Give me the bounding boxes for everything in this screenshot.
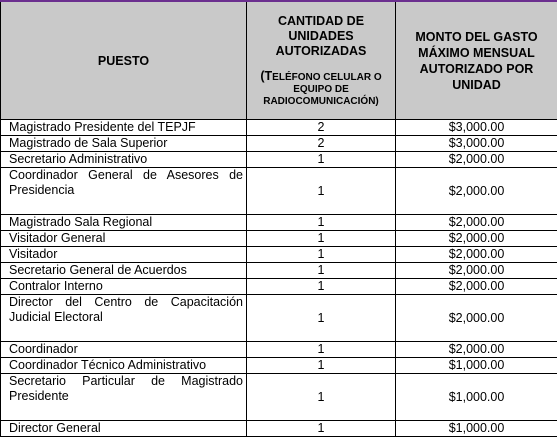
table-row	[1, 279, 557, 295]
cell-monto: $2,000.00	[396, 263, 557, 279]
cell-puesto: Contralor Interno	[1, 279, 247, 295]
cell-monto: $2,000.00	[396, 279, 557, 295]
cell-monto: $1,000.00	[396, 358, 557, 374]
cell-cantidad: 1	[247, 152, 396, 168]
cell-monto: $2,000.00	[396, 295, 557, 342]
cell-monto: $2,000.00	[396, 152, 557, 168]
table-row	[1, 120, 557, 136]
cell-monto: $2,000.00	[396, 215, 557, 231]
header-row	[1, 1, 557, 120]
cell-cantidad: 1	[247, 279, 396, 295]
cell-cantidad: 2	[247, 120, 396, 136]
cell-cantidad: 1	[247, 263, 396, 279]
header-cantidad-main: CANTIDAD DE UNIDADES AUTORIZADAS	[275, 13, 367, 58]
table-row	[1, 263, 557, 279]
header-monto: MONTO DEL GASTO MÁXIMO MENSUAL AUTORIZADO POR UNIDAD	[396, 1, 557, 120]
header-cantidad-sub-first: (T	[260, 68, 273, 83]
table-row	[1, 215, 557, 231]
cell-cantidad: 1	[247, 421, 396, 437]
cell-cantidad: 1	[247, 342, 396, 358]
cell-puesto: Secretario Particular de Magistrado Presidente	[1, 374, 247, 421]
cell-puesto: Visitador	[1, 247, 247, 263]
table-row	[1, 136, 557, 152]
cell-puesto: Secretario Administrativo	[1, 152, 247, 168]
header-cantidad-sub	[250, 70, 392, 108]
cell-cantidad: 1	[247, 168, 396, 215]
cell-monto: $3,000.00	[396, 120, 557, 136]
cell-monto: $3,000.00	[396, 136, 557, 152]
header-cantidad-sub-rest: ELÉFONO CELULAR O EQUIPO DE RADIOCOMUNICACIÓN)	[263, 71, 382, 107]
cell-monto: $1,000.00	[396, 374, 557, 421]
cell-monto: $2,000.00	[396, 247, 557, 263]
cell-monto: $2,000.00	[396, 342, 557, 358]
cell-cantidad: 1	[247, 247, 396, 263]
table-row	[1, 374, 557, 421]
cell-puesto: Magistrado de Sala Superior	[1, 136, 247, 152]
table-row	[1, 295, 557, 342]
header-cantidad	[247, 1, 396, 120]
cell-cantidad: 1	[247, 374, 396, 421]
table-row	[1, 152, 557, 168]
cell-puesto: Secretario General de Acuerdos	[1, 263, 247, 279]
table-row	[1, 168, 557, 215]
header-puesto: PUESTO	[1, 1, 247, 120]
table-row	[1, 342, 557, 358]
table-row	[1, 421, 557, 437]
table-row	[1, 231, 557, 247]
cell-cantidad: 1	[247, 231, 396, 247]
cell-puesto: Coordinador General de Asesores de Presidencia	[1, 168, 247, 215]
table-row	[1, 247, 557, 263]
cell-puesto: Coordinador Técnico Administrativo	[1, 358, 247, 374]
cell-cantidad: 1	[247, 295, 396, 342]
cell-puesto: Magistrado Presidente del TEPJF	[1, 120, 247, 136]
cell-cantidad: 1	[247, 215, 396, 231]
cell-puesto: Director General	[1, 421, 247, 437]
cell-puesto: Visitador General	[1, 231, 247, 247]
table-row	[1, 358, 557, 374]
cell-puesto: Magistrado Sala Regional	[1, 215, 247, 231]
cell-cantidad: 1	[247, 358, 396, 374]
cell-monto: $2,000.00	[396, 231, 557, 247]
cell-puesto: Coordinador	[1, 342, 247, 358]
cell-puesto: Director del Centro de Capacitación Judicial Electoral	[1, 295, 247, 342]
cell-monto: $1,000.00	[396, 421, 557, 437]
cell-monto: $2,000.00	[396, 168, 557, 215]
cell-cantidad: 2	[247, 136, 396, 152]
